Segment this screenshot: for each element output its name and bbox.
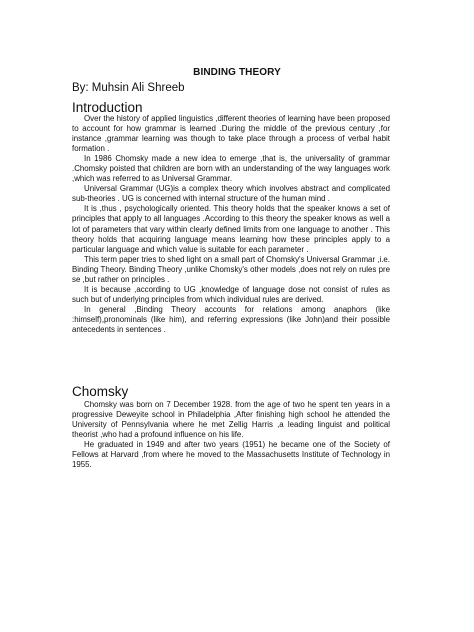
- section-heading-chomsky: Chomsky: [72, 384, 129, 399]
- paragraph: Over the history of applied linguistics ,different theories of learning have been proposed to account for how grammar is learned .During the middle of the previous century ,for instance ,grammar learning was though to take place through a process of verbal habit formation .: [72, 114, 390, 154]
- paragraph: It is because ,according to UG ,knowledge of language dose not consist of rules as such but of underlying principles from which individual rules are derived.: [72, 284, 390, 304]
- section-heading-introduction: Introduction: [72, 100, 143, 115]
- paragraph: Universal Grammar (UG)is a complex theory which involves abstract and complicated sub-theories . UG is concerned with internal structure of the human mind .: [72, 184, 390, 204]
- paragraph: This term paper tries to shed light on a small part of Chomsky's Universal Grammar ,i.e. Binding Theory. Binding Theory ,unlike Chomsky's other models ,does not rely on rules pre se ,but rather on principles .: [72, 254, 390, 284]
- paragraph: Chomsky was born on 7 December 1928. from the age of two he spent ten years in a progressive Deweyite school in Philadelphia ,After finishing high school he attended the University of Pennsylvania where he met Zellig Harris ,a leading linguist and political theorist ,who had a profound influence on his life.: [72, 400, 390, 440]
- paragraph: In 1986 Chomsky made a new idea to emerge ,that is, the universality of grammar .Chomsky poisted that children are born with an understanding of the way languages work ,which was referred to as Universal Grammar.: [72, 154, 390, 184]
- document-title: BINDING THEORY: [193, 67, 281, 78]
- author-line: By: Muhsin Ali Shreeb: [72, 82, 185, 94]
- paragraph: It is ,thus , psychologically oriented. This theory holds that the speaker knows a set of principles that apply to all languages .According to this theory the speaker knows as well a lot of parameters that vary within clearly defined limits from one language to another . This theory holds that acquiring language means learning how these principles apply to a particular language and which value is suitable for each parameter .: [72, 204, 390, 254]
- section-body-chomsky: [72, 400, 390, 470]
- paragraph: He graduated in 1949 and after two years (1951) he became one of the Society of Fellows at Harvard ,from where he moved to the Massachusetts Institute of Technology in 1955.: [72, 440, 390, 470]
- paragraph: In general ,Binding Theory accounts for relations among anaphors (like :himself),pronominals (like him), and referring expressions (like John)and their possible antecedents in sentences .: [72, 304, 390, 334]
- section-body-introduction: [72, 114, 390, 335]
